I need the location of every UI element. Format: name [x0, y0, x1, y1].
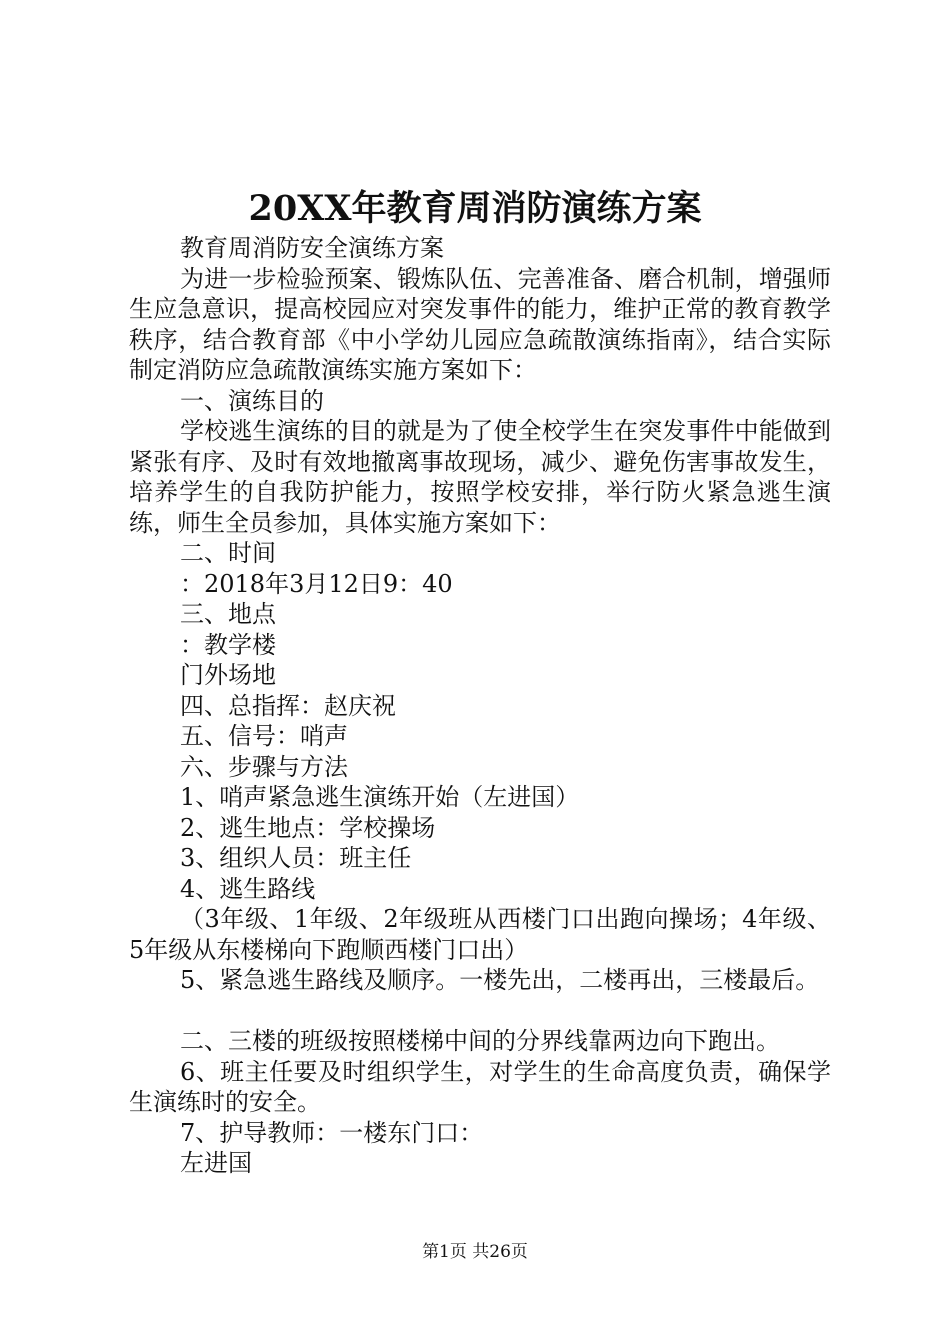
step-2: 2、逃生地点：学校操场: [180, 813, 436, 842]
step-5: 5、紧急逃生路线及顺序。一楼先出，二楼再出，三楼最后。: [180, 966, 820, 994]
blank-line: [129, 996, 831, 1027]
paragraph-location: ：教学楼: [180, 630, 276, 659]
heading-time: 二、时间: [180, 539, 276, 567]
step-7-person: 左进国: [180, 1149, 252, 1177]
paragraph-location-detail: 门外场地: [180, 661, 276, 689]
heading-commander: 四、总指挥：赵庆祝: [180, 691, 396, 720]
heading-location: 三、地点: [180, 600, 276, 628]
paragraph-purpose: 学校逃生演练的目的就是为了使全校学生在突发事件中能做到紧张有序、及时有效地撤离事故现场，减少、避免伤害事故发生，培养学生的自我防护能力，按照学校安排，举行防火紧急逃生演练，师生全员参加，具体实施方案如下：: [129, 417, 831, 537]
step-7: 7、护导教师：一楼东门口：: [180, 1118, 484, 1147]
step-1: 1、哨声紧急逃生演练开始（左进国）: [180, 783, 580, 811]
paragraph-intro: 为进一步检验预案、锻炼队伍、完善准备、磨合机制，增强师生应急意识，提高校园应对突发事件的能力，维护正常的教育教学秩序，结合教育部《中小学幼儿园应急疏散演练指南》，结合实际制定消防应急疏散演练实施方案如下：: [129, 264, 831, 384]
step-3: 3、组织人员：班主任: [180, 844, 412, 872]
heading-steps: 六、步骤与方法: [180, 752, 348, 781]
page-footer: 第1页 共26页: [422, 1242, 528, 1262]
paragraph-subtitle: 教育周消防安全演练方案: [180, 234, 444, 262]
step-6: 6、班主任要及时组织学生，对学生的生命高度负责，确保学生演练时的安全。: [129, 1057, 831, 1116]
step-4: 4、逃生路线: [180, 874, 316, 903]
document-body: [129, 233, 831, 1179]
document-title: 20XX年教育周消防演练方案: [248, 188, 702, 229]
step-5-detail: 二、三楼的班级按照楼梯中间的分界线靠两边向下跑出。: [180, 1027, 780, 1055]
step-4-route: （3年级、1年级、2年级班从西楼门口出跑向操场；4年级、5年级从东楼梯向下跑顺西楼门口出）: [129, 905, 831, 964]
heading-purpose: 一、演练目的: [180, 386, 324, 415]
heading-signal: 五、信号：哨声: [180, 722, 348, 750]
paragraph-time: ：2018年3月12日9：40: [180, 569, 453, 598]
